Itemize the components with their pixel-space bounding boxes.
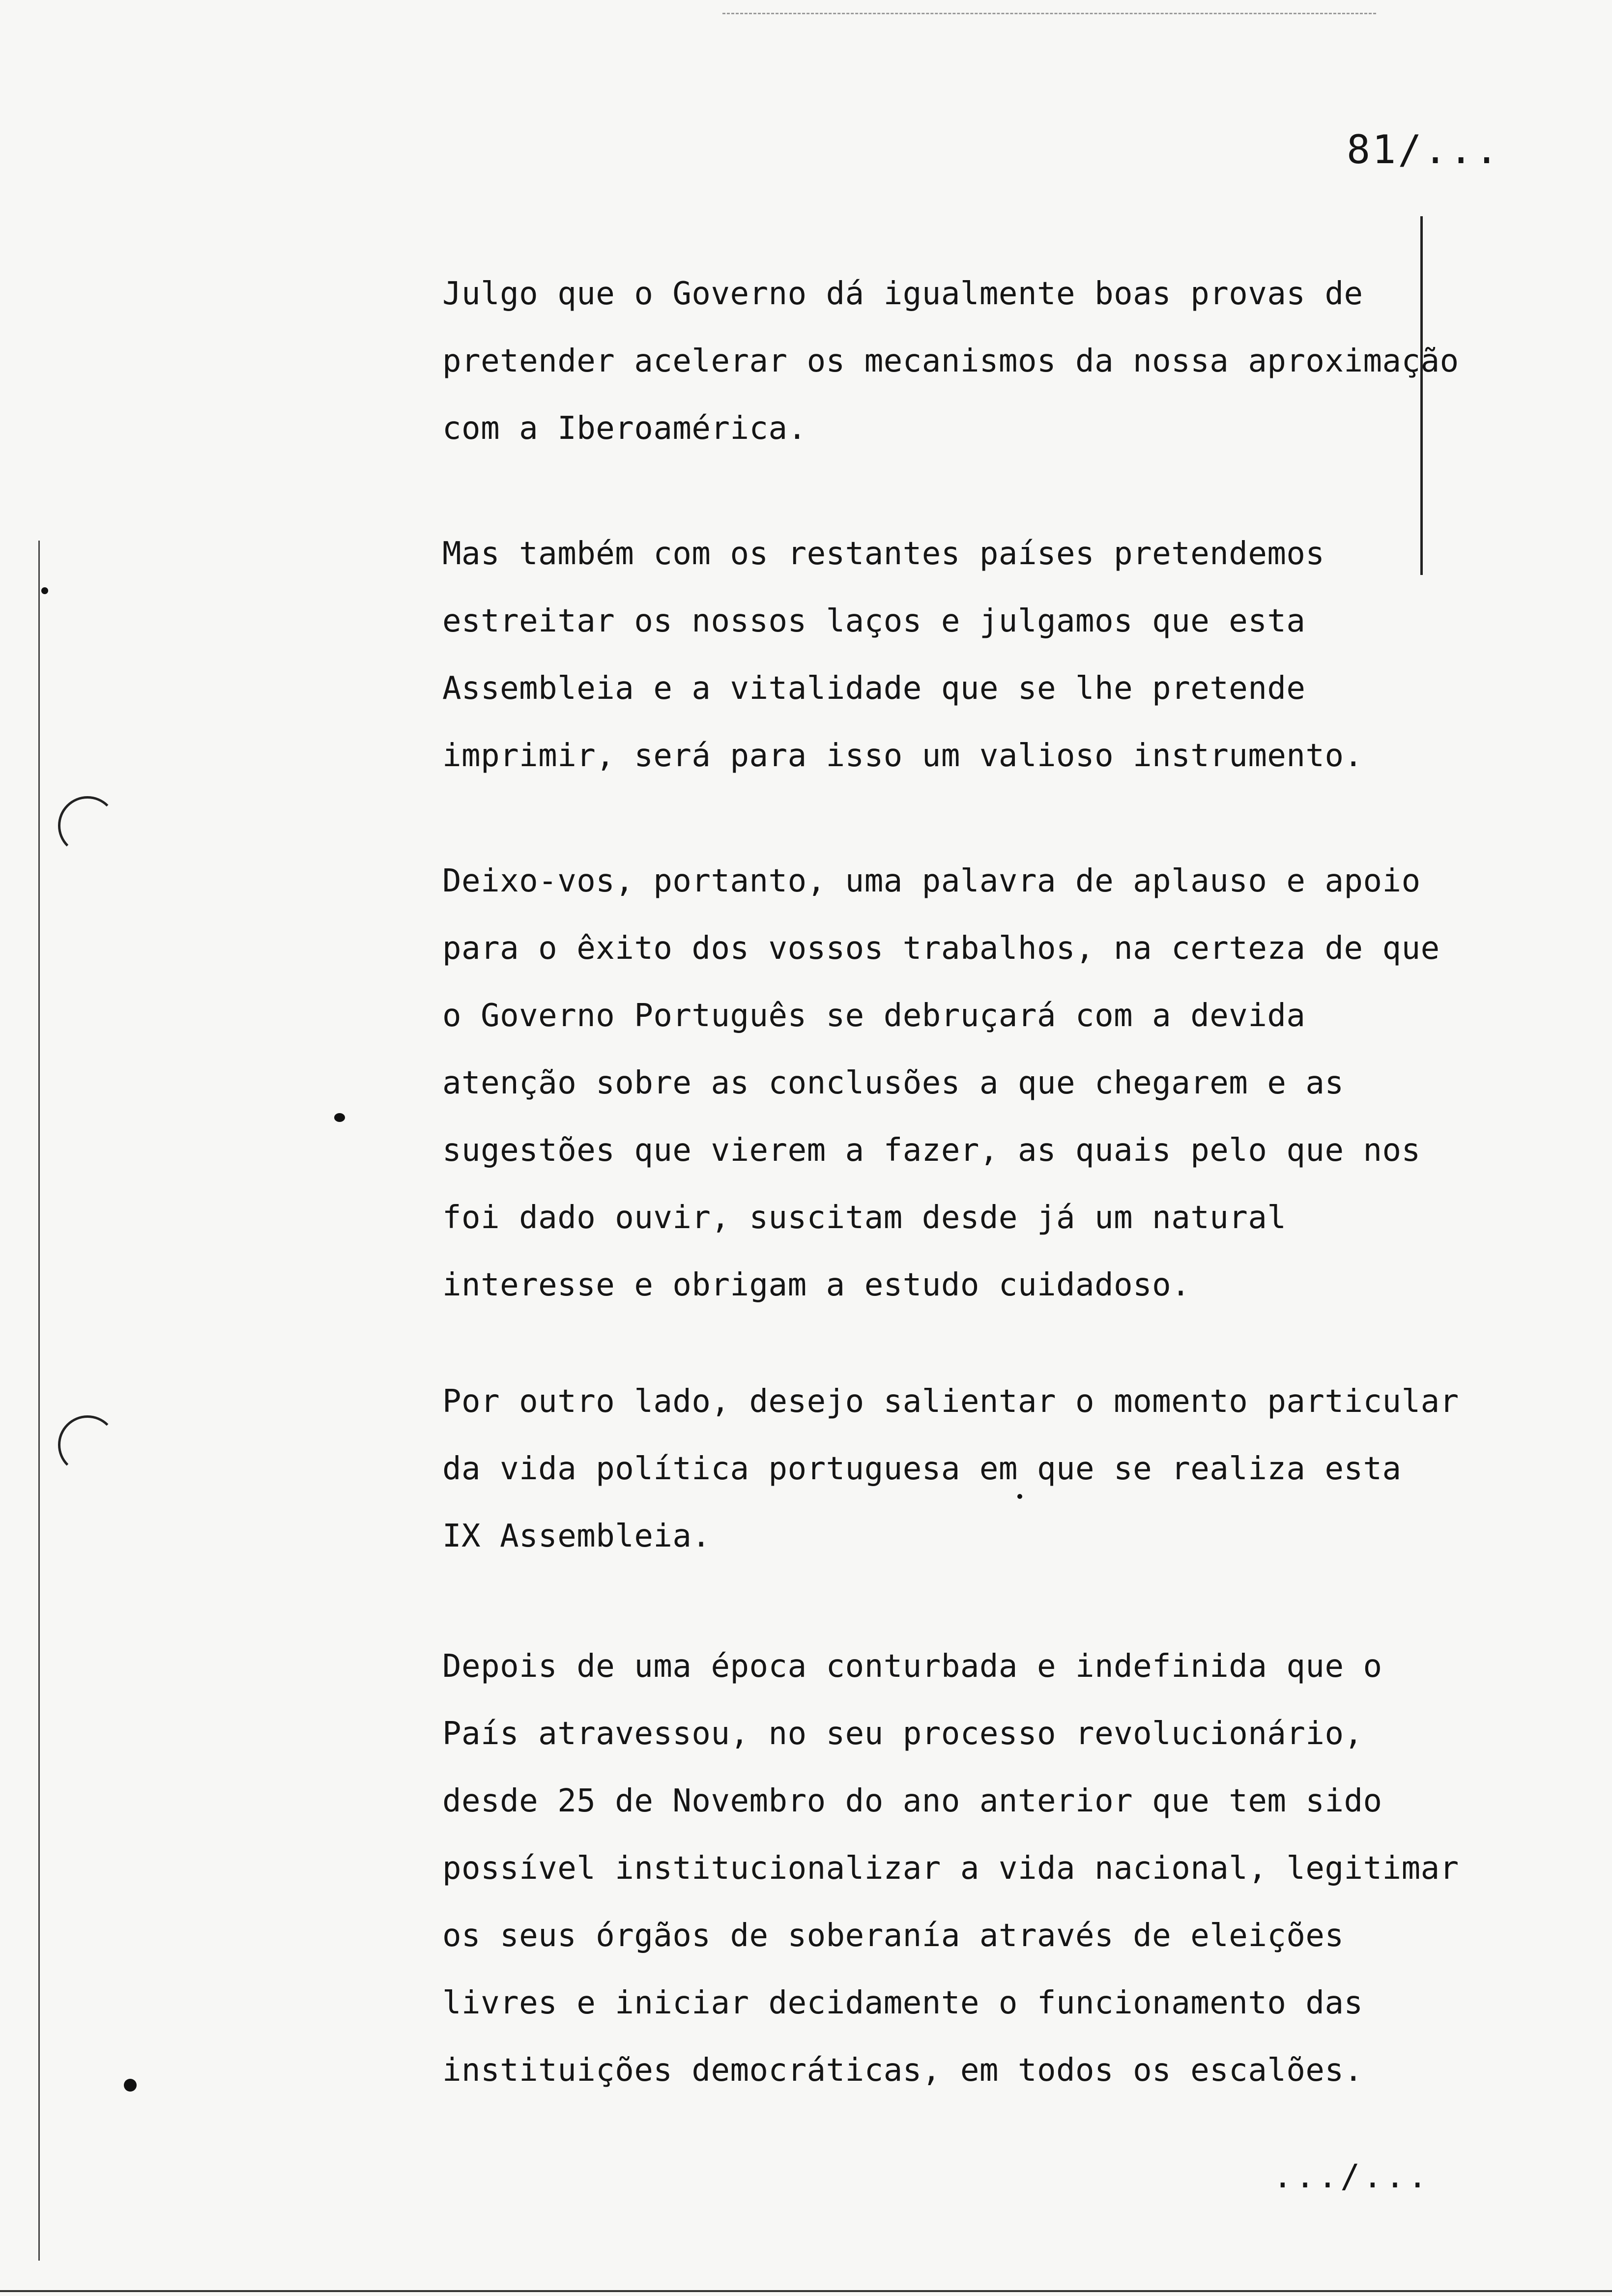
- scan-top-edge: [722, 13, 1376, 14]
- text-line: os seus órgãos de soberanía através de eleições: [442, 1918, 1344, 1954]
- text-line: livres e iniciar decidamente o funcionamento das: [442, 1985, 1363, 2021]
- page-number: 81/...: [1347, 127, 1500, 172]
- text-line: possível institucionalizar a vida nacional, legitimar: [442, 1850, 1459, 1887]
- paragraph: [442, 1368, 1553, 1570]
- text-line: o Governo Português se debruçará com a devida: [442, 998, 1306, 1034]
- text-line: País atravessou, no seu processo revolucionário,: [442, 1716, 1363, 1752]
- text-line: atenção sobre as conclusões a que chegarem e as: [442, 1065, 1344, 1101]
- text-line: Por outro lado, desejo salientar o momento particular: [442, 1383, 1459, 1420]
- text-line: pretender acelerar os mecanismos da nossa aproximação: [442, 343, 1459, 379]
- scan-speck: [41, 587, 48, 594]
- scan-bottom-edge: [0, 2290, 1612, 2292]
- punch-hole-mark: [58, 796, 117, 855]
- continuation-mark: .../...: [1273, 2157, 1431, 2195]
- text-line: instituições democráticas, em todos os escalões.: [442, 2052, 1363, 2089]
- paragraph: [442, 1633, 1553, 2104]
- text-line: com a Iberoamérica.: [442, 410, 807, 447]
- paragraph: [442, 520, 1553, 790]
- text-line: IX Assembleia.: [442, 1518, 711, 1554]
- scan-speck: [1017, 1494, 1022, 1499]
- text-line: imprimir, será para isso um valioso instrumento.: [442, 738, 1363, 774]
- text-line: Mas também com os restantes países pretendemos: [442, 536, 1325, 572]
- paragraph: [442, 848, 1553, 1319]
- paragraph: [442, 260, 1553, 462]
- text-line: para o êxito dos vossos trabalhos, na certeza de que: [442, 930, 1440, 967]
- text-line: estreitar os nossos laços e julgamos que esta: [442, 603, 1306, 639]
- text-line: sugestões que vierem a fazer, as quais pelo que nos: [442, 1132, 1421, 1169]
- scan-speck: [334, 1113, 345, 1122]
- body-text: [442, 260, 1553, 2104]
- text-line: Depois de uma época conturbada e indefinida que o: [442, 1648, 1382, 1685]
- text-line: interesse e obrigam a estudo cuidadoso.: [442, 1267, 1191, 1303]
- text-line: da vida política portuguesa em que se realiza esta: [442, 1451, 1402, 1487]
- punch-hole-mark: [58, 1415, 117, 1474]
- text-line: Assembleia e a vitalidade que se lhe pretende: [442, 670, 1306, 707]
- text-line: Julgo que o Governo dá igualmente boas provas de: [442, 276, 1363, 312]
- text-line: foi dado ouvir, suscitam desde já um natural: [442, 1200, 1287, 1236]
- text-line: Deixo-vos, portanto, uma palavra de aplauso e apoio: [442, 863, 1421, 899]
- scan-margin-line: [38, 541, 40, 2261]
- scan-speck: [124, 2079, 137, 2092]
- text-line: desde 25 de Novembro do ano anterior que tem sido: [442, 1783, 1382, 1819]
